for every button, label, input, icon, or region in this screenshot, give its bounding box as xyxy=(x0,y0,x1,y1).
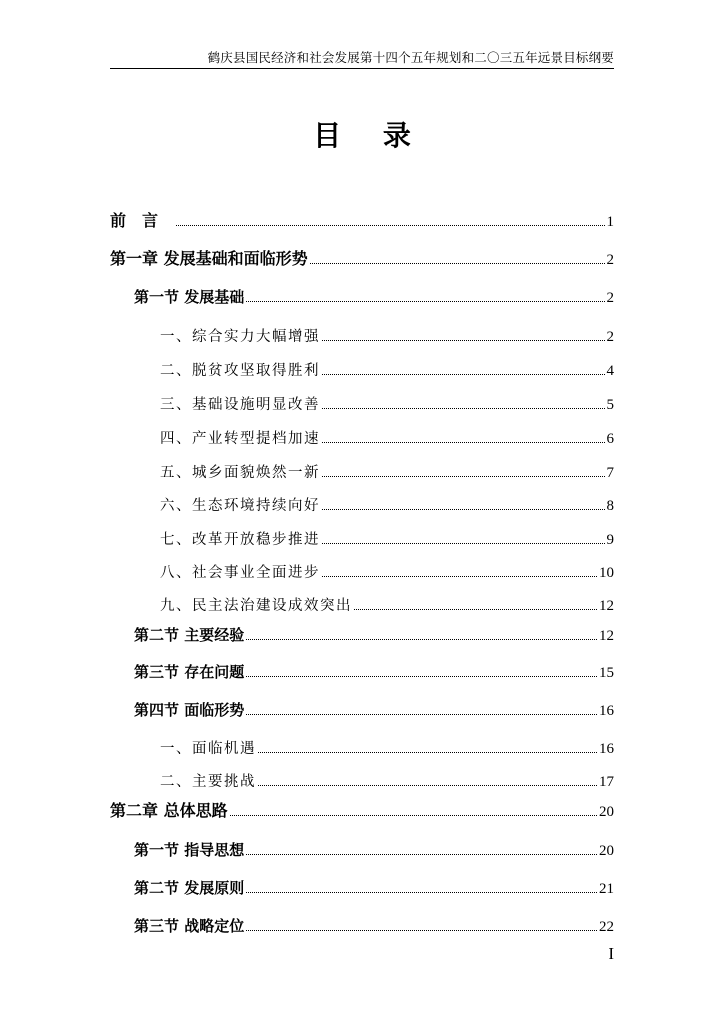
dot-leader xyxy=(246,714,597,715)
toc-entry-ch1-sec1-item3[interactable] xyxy=(110,388,614,414)
dot-leader xyxy=(246,930,597,931)
toc-entry-label: 五、城乡面貌焕然一新 xyxy=(160,465,320,481)
toc-entry-page: 16 xyxy=(599,703,614,719)
toc-entry-page: 12 xyxy=(599,598,614,614)
toc-entry-label: 第三节 存在问题 xyxy=(134,663,245,681)
toc-entry-ch1-sec1-item1[interactable] xyxy=(110,320,614,346)
toc-entry-label: 九、民主法治建设成效突出 xyxy=(160,598,352,614)
toc-entry-page: 9 xyxy=(606,532,614,548)
dot-leader xyxy=(258,785,597,786)
toc-entry-ch1-sec1-item8[interactable] xyxy=(110,556,614,582)
toc-title: 目 录 xyxy=(313,119,427,152)
toc-entry-page: 17 xyxy=(599,774,614,790)
toc-entry-page: 4 xyxy=(606,363,614,379)
toc-entry-ch2-sec1[interactable] xyxy=(110,834,614,860)
toc-entry-chapter-2[interactable] xyxy=(110,795,614,821)
dot-leader xyxy=(322,509,605,510)
dot-leader xyxy=(322,374,605,375)
toc-entry-page: 2 xyxy=(606,252,614,268)
toc-entry-page: 10 xyxy=(599,565,614,581)
toc-entry-ch1-sec3[interactable] xyxy=(110,656,614,682)
toc-entry-label: 三、基础设施明显改善 xyxy=(160,397,320,413)
dot-leader xyxy=(176,225,604,226)
toc-entry-page: 22 xyxy=(599,919,614,935)
toc-entry-label: 第四节 面临形势 xyxy=(134,701,245,719)
toc-entry-label: 前言 xyxy=(110,211,175,230)
running-header: 鹤庆县国民经济和社会发展第十四个五年规划和二〇三五年远景目标纲要 xyxy=(207,50,614,65)
dot-leader xyxy=(322,543,605,544)
toc-entry-ch1-sec1-item7[interactable] xyxy=(110,523,614,549)
toc-entry-preface[interactable] xyxy=(110,205,614,231)
toc-entry-label: 第二节 主要经验 xyxy=(134,626,245,644)
toc-entry-ch2-sec2[interactable] xyxy=(110,872,614,898)
toc-entry-chapter-1[interactable] xyxy=(110,243,614,269)
toc-entry-ch1-sec1-item9[interactable] xyxy=(110,589,614,615)
dot-leader xyxy=(246,301,604,302)
toc-entry-page: 1 xyxy=(606,214,614,230)
toc-entry-label: 第一节 发展基础 xyxy=(134,288,245,306)
toc-entry-label: 七、改革开放稳步推进 xyxy=(160,532,320,548)
page-number: I xyxy=(608,944,614,963)
toc-entry-page: 21 xyxy=(599,881,614,897)
toc-entry-label: 一、面临机遇 xyxy=(160,741,256,757)
toc-entry-label: 第二章 总体思路 xyxy=(110,801,228,820)
dot-leader xyxy=(230,815,597,816)
dot-leader xyxy=(310,263,605,264)
toc-entry-label: 一、综合实力大幅增强 xyxy=(160,329,320,345)
toc-entry-label: 第一章 发展基础和面临形势 xyxy=(110,249,308,268)
toc-entry-ch1-sec1-item6[interactable] xyxy=(110,489,614,515)
toc-entry-ch1-sec1[interactable] xyxy=(110,281,614,307)
toc-entry-label: 六、生态环境持续向好 xyxy=(160,498,320,514)
table-of-contents xyxy=(110,0,614,1024)
toc-entry-label: 第二节 发展原则 xyxy=(134,879,245,897)
toc-entry-label: 二、主要挑战 xyxy=(160,774,256,790)
toc-entry-page: 7 xyxy=(606,465,614,481)
toc-entry-page: 8 xyxy=(606,498,614,514)
dot-leader xyxy=(322,442,605,443)
toc-entry-ch1-sec2[interactable] xyxy=(110,619,614,645)
toc-entry-page: 5 xyxy=(606,397,614,413)
toc-entry-label: 四、产业转型提档加速 xyxy=(160,431,320,447)
dot-leader xyxy=(258,752,597,753)
dot-leader xyxy=(322,340,605,341)
toc-entry-ch1-sec4[interactable] xyxy=(110,694,614,720)
toc-entry-label: 第三节 战略定位 xyxy=(134,917,245,935)
toc-entry-page: 12 xyxy=(599,628,614,644)
toc-entry-ch2-sec3[interactable] xyxy=(110,910,614,936)
toc-entry-page: 15 xyxy=(599,665,614,681)
toc-entry-page: 20 xyxy=(599,843,614,859)
toc-entry-ch1-sec1-item5[interactable] xyxy=(110,456,614,482)
toc-entry-ch1-sec4-item1[interactable] xyxy=(110,732,614,758)
toc-entry-ch1-sec4-item2[interactable] xyxy=(110,765,614,791)
dot-leader xyxy=(354,609,597,610)
toc-entry-page: 2 xyxy=(606,329,614,345)
toc-entry-label: 二、脱贫攻坚取得胜利 xyxy=(160,363,320,379)
dot-leader xyxy=(322,576,597,577)
toc-entry-label: 第一节 指导思想 xyxy=(134,841,245,859)
toc-entry-ch1-sec1-item4[interactable] xyxy=(110,422,614,448)
dot-leader xyxy=(246,854,597,855)
toc-entry-ch1-sec1-item2[interactable] xyxy=(110,354,614,380)
toc-entry-label: 八、社会事业全面进步 xyxy=(160,565,320,581)
toc-entry-page: 20 xyxy=(599,804,614,820)
toc-entry-page: 6 xyxy=(606,431,614,447)
toc-entry-page: 2 xyxy=(606,290,614,306)
dot-leader xyxy=(322,408,605,409)
toc-entry-page: 16 xyxy=(599,741,614,757)
dot-leader xyxy=(322,476,605,477)
dot-leader xyxy=(246,892,597,893)
dot-leader xyxy=(246,676,597,677)
dot-leader xyxy=(246,639,597,640)
